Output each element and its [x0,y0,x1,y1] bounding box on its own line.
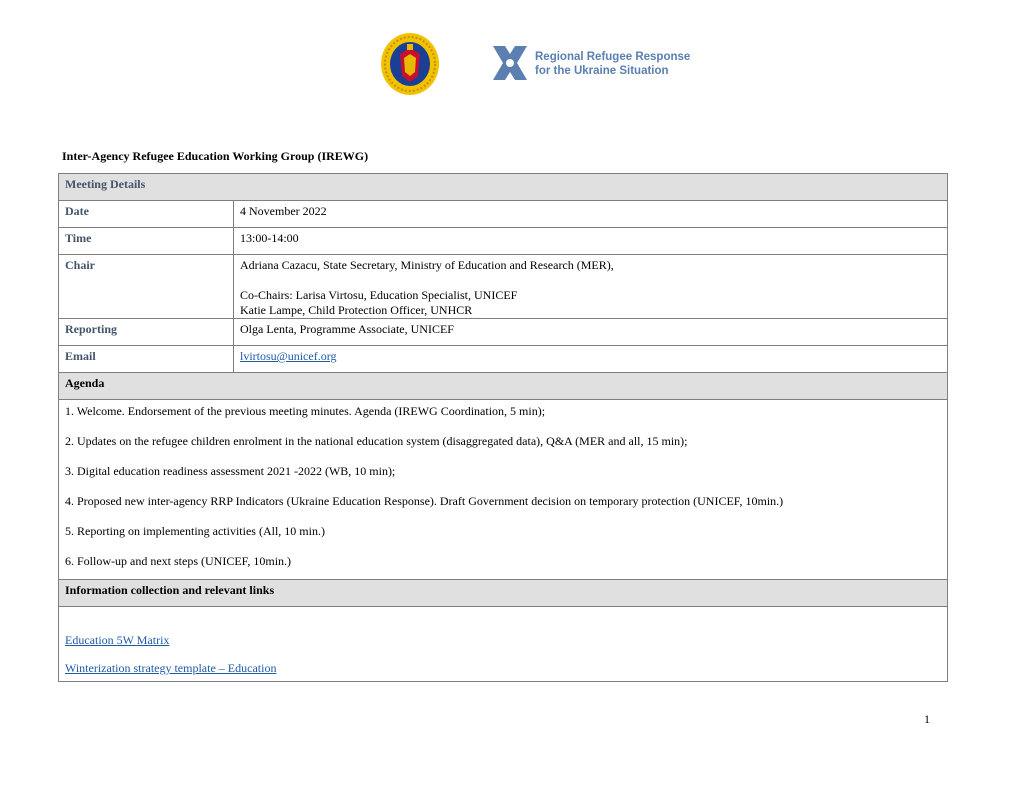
rrr-logo-line2: for the Ukraine Situation [535,65,669,77]
reporting-value: Olga Lenta, Programme Associate, UNICEF [234,319,948,346]
co-chair-line: Co-Chairs: Larisa Virtosu, Education Specialist, UNICEF [240,288,518,302]
moldova-coat-of-arms-icon [380,32,440,96]
list-item: 3. Digital education readiness assessment 2021 -2022 (WB, 10 min); [65,464,396,478]
list-item: 5. Reporting on implementing activities (All, 10 min.) [65,524,325,538]
agenda-header: Agenda [59,373,948,400]
agenda-list [59,400,948,580]
email-link[interactable]: lvirtosu@unicef.org [240,349,337,363]
list-item: 1. Welcome. Endorsement of the previous meeting minutes. Agenda (IREWG Coordination, 5 min); [65,404,546,418]
rrr-logo-line1: Regional Refugee Response [535,51,691,63]
chair-label: Chair [59,255,234,319]
co-chair-line: Katie Lampe, Child Protection Officer, UNHCR [240,303,473,317]
list-item: 2. Updates on the refugee children enrolment in the national education system (disaggregated data), Q&A (MER and all, 15 min); [65,434,688,448]
table-row [59,255,948,319]
education-5w-matrix-link[interactable]: Education 5W Matrix [65,633,170,647]
email-cell [234,346,948,373]
chair-value [234,255,948,319]
rrr-logo-mark-icon [489,42,531,84]
email-label: Email [59,346,234,373]
page-number: 1 [924,712,930,726]
logo-bar [0,30,1024,100]
links-cell [59,607,948,682]
date-label: Date [59,201,234,228]
time-value: 13:00-14:00 [234,228,948,255]
info-header: Information collection and relevant links [59,580,948,607]
rrr-logo-text [535,50,690,78]
meeting-table [58,173,948,682]
date-value: 4 November 2022 [234,201,948,228]
winterization-template-link[interactable]: Winterization strategy template – Education [65,661,277,675]
table-row [59,228,948,255]
document-title: Inter-Agency Refugee Education Working Group (IREWG) [62,149,369,163]
table-row [59,201,948,228]
time-label: Time [59,228,234,255]
meeting-details-header: Meeting Details [59,174,948,201]
reporting-label: Reporting [59,319,234,346]
chair-line: Adriana Cazacu, State Secretary, Ministry of Education and Research (MER), [240,258,614,272]
list-item: 4. Proposed new inter-agency RRP Indicators (Ukraine Education Response). Draft Government decision on temporary protection (UNICEF, 10min.) [65,494,784,508]
table-row [59,319,948,346]
table-row [59,346,948,373]
list-item: 6. Follow-up and next steps (UNICEF, 10min.) [65,554,292,568]
